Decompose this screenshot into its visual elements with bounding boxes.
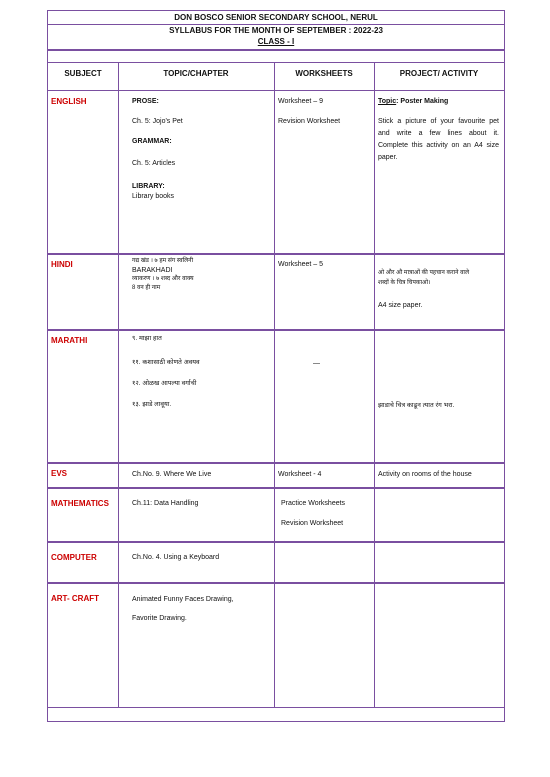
row-divider: [48, 582, 504, 584]
art-topic-2: Favorite Drawing.: [132, 615, 187, 622]
english-grammar-label: GRAMMAR:: [132, 138, 172, 145]
syllabus-title: SYLLABUS FOR THE MONTH OF SEPTEMBER : 2022-23: [169, 26, 383, 35]
maths-revision-worksheet: Revision Worksheet: [281, 520, 344, 527]
row-divider: [48, 62, 504, 63]
hindi-activity-line-2: शब्दों के चित्र चिपकाओ।: [378, 280, 431, 286]
subject-computer: COMPUTER: [51, 553, 97, 562]
column-divider: [374, 62, 375, 707]
marathi-line-4: १३. झाडे लावूया.: [132, 401, 172, 408]
hindi-line-4: 8 वन ही नाम: [132, 285, 161, 291]
school-name: DON BOSCO SENIOR SECONDARY SCHOOL, NERUL: [48, 12, 504, 25]
computer-topic: Ch.No. 4. Using a Keyboard: [132, 554, 220, 561]
marathi-line-3: १२. ओळख आपल्या वर्गाची: [132, 380, 197, 387]
hindi-activity-line-3: A4 size paper.: [378, 302, 423, 309]
english-topic-title: : Poster Making: [396, 98, 449, 105]
hindi-line-3: व्याकरण । ७ शब्द और वाक्य: [132, 276, 194, 282]
marathi-activity: झाडाचे चित्र काढून त्यात रंग भरा.: [378, 402, 455, 409]
maths-practice-worksheets: Practice Worksheets: [281, 500, 346, 507]
maths-topic: Ch.11: Data Handling: [132, 500, 199, 507]
row-divider: [48, 487, 504, 489]
evs-activity: Activity on rooms of the house: [378, 471, 472, 478]
row-divider: [48, 541, 504, 543]
column-header-subject: SUBJECT: [64, 69, 102, 78]
row-divider: [48, 462, 504, 464]
english-prose-label: PROSE:: [132, 98, 159, 105]
english-revision-worksheet: Revision Worksheet: [278, 118, 341, 125]
marathi-line-1: ९. माझा हात: [132, 335, 162, 342]
english-library-item: Library books: [132, 193, 175, 200]
column-header-worksheets: WORKSHEETS: [295, 69, 353, 78]
subject-hindi: HINDI: [51, 260, 73, 269]
row-divider: [48, 329, 504, 331]
column-header-topic: TOPIC/CHAPTER: [163, 69, 229, 78]
class-title: CLASS - I: [257, 37, 295, 46]
subject-marathi: MARATHI: [51, 336, 88, 345]
subject-evs: EVS: [51, 469, 68, 478]
subject-mathematics: MATHEMATICS: [51, 499, 109, 508]
column-header-project: PROJECT/ ACTIVITY: [399, 69, 479, 78]
header-divider: [48, 49, 504, 51]
evs-worksheet: Worksheet - 4: [278, 471, 322, 478]
english-library-label: LIBRARY:: [132, 183, 165, 190]
english-topic-label: Topic: [378, 98, 397, 105]
hindi-activity-line-1: ओ और औ मात्राओं की पहचान कराने वाले: [378, 270, 470, 276]
marathi-line-2: ११. कशासाठी कोणते अवयव: [132, 359, 200, 366]
hindi-worksheet: Worksheet – 5: [278, 261, 324, 268]
art-topic-1: Animated Funny Faces Drawing,: [132, 596, 234, 603]
english-activity-topic: [378, 97, 448, 106]
english-worksheet: Worksheet – 9: [278, 98, 324, 105]
column-divider: [274, 62, 275, 707]
marathi-worksheet: —: [313, 360, 320, 367]
evs-topic: Ch.No. 9. Where We Live: [132, 471, 212, 478]
english-activity-text: Stick a picture of your favourite pet and write a few lines about it. Complete this activity on an A4 size paper.: [378, 118, 499, 161]
row-divider: [48, 253, 504, 255]
subject-art-craft: ART- CRAFT: [51, 594, 99, 603]
hindi-line-1: गद्य खंड । ७ हम संग स्वलिनी: [132, 258, 194, 264]
hindi-line-2: BARAKHADI: [132, 267, 173, 274]
row-divider: [48, 707, 504, 708]
english-prose-chapter: Ch. 5: Jojo's Pet: [132, 118, 183, 125]
english-grammar-chapter: Ch. 5: Articles: [132, 160, 176, 167]
subject-english: ENGLISH: [51, 97, 87, 106]
syllabus-table: [47, 10, 505, 722]
column-divider: [118, 62, 119, 707]
row-divider: [48, 90, 504, 91]
